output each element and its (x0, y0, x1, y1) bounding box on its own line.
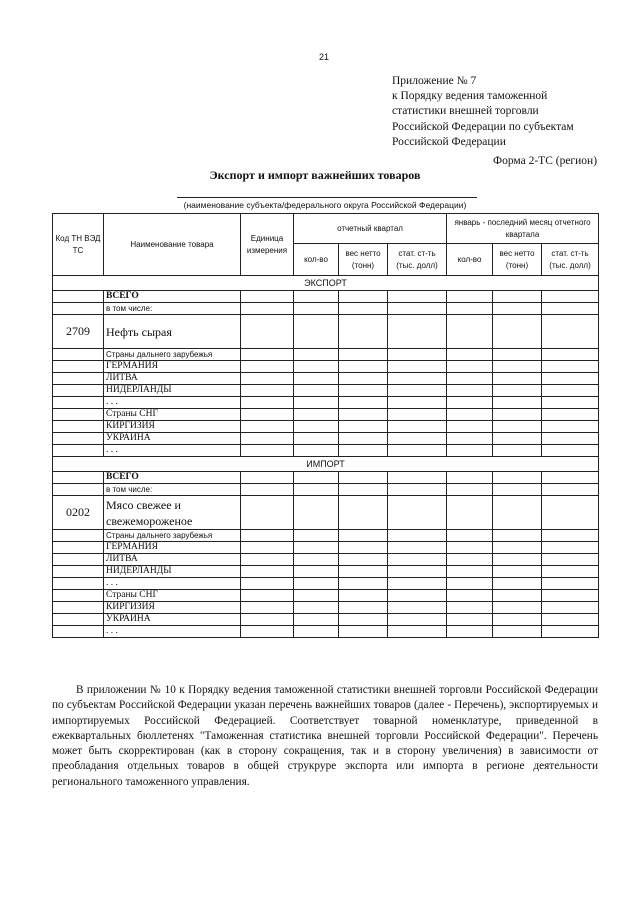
cell-empty[interactable] (388, 409, 447, 421)
cell-empty[interactable] (241, 626, 294, 638)
table-body (53, 276, 599, 638)
cell-empty[interactable] (542, 614, 599, 626)
cell-empty[interactable] (447, 542, 493, 554)
cell-code (53, 566, 104, 578)
table-row (53, 315, 599, 349)
cell-empty[interactable] (241, 409, 294, 421)
cell-empty[interactable] (388, 361, 447, 373)
cell-code (53, 373, 104, 385)
cell-name: Страны СНГ (104, 590, 241, 602)
cell-empty[interactable] (241, 291, 294, 303)
cell-name: ЛИТВА (104, 373, 241, 385)
cell-code (53, 614, 104, 626)
cell-empty[interactable] (241, 445, 294, 457)
cell-empty[interactable] (388, 566, 447, 578)
cell-empty[interactable] (447, 566, 493, 578)
cell-name: . . . (104, 578, 241, 590)
cell-empty[interactable] (493, 349, 542, 361)
cell-empty[interactable] (388, 385, 447, 397)
cell-empty[interactable] (294, 433, 339, 445)
table-row (53, 303, 599, 315)
cell-empty[interactable] (542, 578, 599, 590)
cell-empty[interactable] (447, 445, 493, 457)
cell-empty[interactable] (388, 303, 447, 315)
cell-code (53, 421, 104, 433)
cell-empty[interactable] (493, 421, 542, 433)
cell-code (53, 590, 104, 602)
cell-empty[interactable] (542, 421, 599, 433)
cell-empty[interactable] (493, 385, 542, 397)
cell-empty[interactable] (493, 626, 542, 638)
cell-empty[interactable] (241, 578, 294, 590)
cell-empty[interactable] (493, 590, 542, 602)
cell-empty[interactable] (542, 315, 599, 349)
cell-empty[interactable] (493, 397, 542, 409)
table-row (53, 361, 599, 373)
cell-empty[interactable] (542, 530, 599, 542)
cell-empty[interactable] (294, 554, 339, 566)
cell-empty[interactable] (542, 397, 599, 409)
table-row (53, 542, 599, 554)
cell-empty[interactable] (447, 590, 493, 602)
cell-code: 2709 (53, 315, 104, 349)
cell-name: Мясо свежее и свежемороженое (104, 496, 241, 530)
cell-empty[interactable] (447, 349, 493, 361)
annex-line: Российской Федерации (392, 135, 506, 148)
table-row (53, 602, 599, 614)
cell-name: ЛИТВА (104, 554, 241, 566)
cell-empty[interactable] (542, 303, 599, 315)
cell-empty[interactable] (493, 496, 542, 530)
cell-empty[interactable] (339, 578, 388, 590)
cell-name: ВСЕГО (104, 472, 241, 484)
cell-name: Страны дальнего зарубежья (104, 530, 241, 542)
cell-empty[interactable] (542, 626, 599, 638)
cell-empty[interactable] (241, 530, 294, 542)
header-unit: Единица измерения (241, 214, 294, 276)
cell-empty[interactable] (447, 291, 493, 303)
cell-empty[interactable] (447, 578, 493, 590)
table-row (53, 590, 599, 602)
cell-empty[interactable] (447, 315, 493, 349)
cell-empty[interactable] (447, 472, 493, 484)
cell-empty[interactable] (493, 530, 542, 542)
cell-empty[interactable] (447, 397, 493, 409)
cell-empty[interactable] (542, 472, 599, 484)
cell-empty[interactable] (339, 315, 388, 349)
cell-empty[interactable] (241, 590, 294, 602)
cell-empty[interactable] (241, 614, 294, 626)
cell-name: Страны СНГ (104, 409, 241, 421)
table-row (53, 496, 599, 530)
cell-code (53, 554, 104, 566)
cell-empty[interactable] (542, 566, 599, 578)
cell-empty[interactable] (294, 361, 339, 373)
cell-name: УКРАИНА (104, 433, 241, 445)
header-qty: кол-во (447, 244, 493, 276)
cell-name: в том числе: (104, 484, 241, 496)
cell-empty[interactable] (388, 578, 447, 590)
cell-empty[interactable] (294, 349, 339, 361)
cell-code (53, 578, 104, 590)
cell-empty[interactable] (388, 484, 447, 496)
header-weight: вес нетто (тонн) (493, 244, 542, 276)
cell-empty[interactable] (339, 385, 388, 397)
explanatory-paragraph (52, 683, 598, 790)
cell-empty[interactable] (542, 484, 599, 496)
cell-empty[interactable] (542, 554, 599, 566)
cell-empty[interactable] (339, 409, 388, 421)
cell-empty[interactable] (493, 566, 542, 578)
header-value: стат. ст-ть (тыс. долл) (542, 244, 599, 276)
table-row (53, 373, 599, 385)
cell-empty[interactable] (388, 554, 447, 566)
cell-empty[interactable] (241, 554, 294, 566)
cell-empty[interactable] (241, 496, 294, 530)
cell-name: НИДЕРЛАНДЫ (104, 566, 241, 578)
cell-name: Нефть сырая (104, 315, 241, 349)
cell-empty[interactable] (339, 626, 388, 638)
cell-empty[interactable] (388, 590, 447, 602)
cell-empty[interactable] (447, 361, 493, 373)
cell-empty[interactable] (241, 397, 294, 409)
cell-empty[interactable] (241, 349, 294, 361)
cell-empty[interactable] (493, 433, 542, 445)
cell-empty[interactable] (388, 349, 447, 361)
cell-empty[interactable] (294, 445, 339, 457)
cell-empty[interactable] (542, 373, 599, 385)
cell-empty[interactable] (339, 566, 388, 578)
annex-line: Приложение № 7 (392, 75, 477, 87)
cell-empty[interactable] (339, 590, 388, 602)
cell-empty[interactable] (542, 602, 599, 614)
cell-empty[interactable] (388, 626, 447, 638)
table-row (53, 472, 599, 484)
table-row (53, 578, 599, 590)
goods-table (52, 213, 599, 638)
cell-empty[interactable] (294, 315, 339, 349)
cell-empty[interactable] (241, 303, 294, 315)
cell-empty[interactable] (339, 291, 388, 303)
cell-empty[interactable] (542, 433, 599, 445)
table-row (53, 554, 599, 566)
region-caption: (наименование субъекта/федерального округа Российской Федерации) (183, 200, 467, 210)
cell-name: Страны дальнего зарубежья (104, 349, 241, 361)
cell-empty[interactable] (447, 602, 493, 614)
cell-code (53, 385, 104, 397)
cell-empty[interactable] (294, 397, 339, 409)
cell-empty[interactable] (294, 530, 339, 542)
cell-empty[interactable] (294, 590, 339, 602)
header-period-ytd: январь - последний месяц отчетного квартала (447, 214, 599, 244)
cell-empty[interactable] (388, 614, 447, 626)
cell-empty[interactable] (388, 445, 447, 457)
table-row (53, 626, 599, 638)
cell-code (53, 602, 104, 614)
table-row (53, 421, 599, 433)
cell-empty[interactable] (294, 472, 339, 484)
cell-empty[interactable] (339, 349, 388, 361)
table-row (53, 530, 599, 542)
cell-code (53, 361, 104, 373)
table-row (53, 614, 599, 626)
cell-empty[interactable] (294, 578, 339, 590)
cell-empty[interactable] (294, 602, 339, 614)
section-row (53, 457, 599, 472)
cell-empty[interactable] (388, 542, 447, 554)
cell-empty[interactable] (339, 472, 388, 484)
cell-empty[interactable] (339, 373, 388, 385)
form-id: Форма 2-ТС (регион) (493, 155, 598, 167)
cell-empty[interactable] (339, 421, 388, 433)
cell-empty[interactable] (339, 614, 388, 626)
header-weight: вес нетто (тонн) (339, 244, 388, 276)
cell-empty[interactable] (493, 315, 542, 349)
cell-empty[interactable] (447, 303, 493, 315)
cell-empty[interactable] (294, 303, 339, 315)
cell-name: в том числе: (104, 303, 241, 315)
cell-empty[interactable] (241, 433, 294, 445)
cell-empty[interactable] (542, 409, 599, 421)
cell-name: ВСЕГО (104, 291, 241, 303)
cell-empty[interactable] (241, 361, 294, 373)
cell-empty[interactable] (339, 542, 388, 554)
cell-empty[interactable] (241, 484, 294, 496)
cell-empty[interactable] (339, 303, 388, 315)
cell-code (53, 303, 104, 315)
cell-empty[interactable] (339, 602, 388, 614)
cell-empty[interactable] (339, 361, 388, 373)
cell-empty[interactable] (447, 373, 493, 385)
cell-empty[interactable] (493, 554, 542, 566)
cell-empty[interactable] (447, 484, 493, 496)
table-row (53, 433, 599, 445)
cell-empty[interactable] (241, 542, 294, 554)
cell-empty[interactable] (447, 626, 493, 638)
cell-empty[interactable] (493, 303, 542, 315)
cell-name: . . . (104, 626, 241, 638)
cell-code (53, 349, 104, 361)
cell-name: ГЕРМАНИЯ (104, 542, 241, 554)
cell-code (53, 530, 104, 542)
cell-empty[interactable] (493, 373, 542, 385)
cell-empty[interactable] (388, 421, 447, 433)
annex-line: статистики внешней торговли (392, 105, 539, 118)
cell-name: КИРГИЗИЯ (104, 602, 241, 614)
cell-empty[interactable] (493, 614, 542, 626)
cell-empty[interactable] (294, 614, 339, 626)
cell-empty[interactable] (493, 361, 542, 373)
cell-code: 0202 (53, 496, 104, 530)
cell-empty[interactable] (447, 496, 493, 530)
cell-empty[interactable] (542, 445, 599, 457)
cell-empty[interactable] (388, 291, 447, 303)
cell-empty[interactable] (447, 433, 493, 445)
cell-empty[interactable] (388, 530, 447, 542)
cell-empty[interactable] (294, 496, 339, 530)
cell-code (53, 542, 104, 554)
cell-empty[interactable] (542, 291, 599, 303)
cell-empty[interactable] (294, 484, 339, 496)
cell-empty[interactable] (388, 397, 447, 409)
cell-empty[interactable] (388, 472, 447, 484)
cell-code (53, 472, 104, 484)
cell-empty[interactable] (294, 409, 339, 421)
paragraph-text: В приложении № 10 к Порядку ведения таможенной статистики внешней торговли Российской Федерации по субъектам Российской Федерации указан перечень важнейших товаров (далее - Перечень), экспортируемых и импортируемых Российской Федерацией. Соответствует товарной номенклатуре, приведенной в ежеквартальных бюллетенях "Таможенная статистика внешней торговли Российской Федерации". Перечень может быть скорректирован (как в сторону сокращения, так и в сторону увеличения) в зависимости от преобладания отдельных товаров в общей струкруре экспорта или импорта в регионе деятельности регионального таможенного управления. (52, 684, 598, 788)
table-row (53, 409, 599, 421)
cell-empty[interactable] (542, 361, 599, 373)
annex-reference (392, 74, 574, 150)
cell-empty[interactable] (493, 484, 542, 496)
cell-code (53, 433, 104, 445)
cell-empty[interactable] (294, 542, 339, 554)
table-row (53, 397, 599, 409)
cell-empty[interactable] (339, 496, 388, 530)
cell-empty[interactable] (447, 385, 493, 397)
cell-empty[interactable] (294, 566, 339, 578)
cell-empty[interactable] (388, 496, 447, 530)
cell-code (53, 291, 104, 303)
cell-name: УКРАИНА (104, 614, 241, 626)
table-row (53, 484, 599, 496)
cell-empty[interactable] (388, 315, 447, 349)
region-fill-line (177, 197, 477, 198)
cell-empty[interactable] (493, 542, 542, 554)
cell-empty[interactable] (339, 554, 388, 566)
cell-name: . . . (104, 397, 241, 409)
cell-code (53, 484, 104, 496)
cell-empty[interactable] (241, 373, 294, 385)
cell-empty[interactable] (241, 315, 294, 349)
cell-empty[interactable] (493, 578, 542, 590)
cell-empty[interactable] (294, 385, 339, 397)
cell-empty[interactable] (447, 530, 493, 542)
cell-name: КИРГИЗИЯ (104, 421, 241, 433)
section-label: ЭКСПОРТ (53, 276, 599, 291)
header-period-quarter: отчетный квартал (294, 214, 447, 244)
cell-empty[interactable] (241, 602, 294, 614)
cell-empty[interactable] (339, 530, 388, 542)
table-row (53, 445, 599, 457)
annex-line: к Порядку ведения таможенной (392, 90, 548, 103)
table-row (53, 385, 599, 397)
cell-empty[interactable] (294, 421, 339, 433)
cell-empty[interactable] (339, 433, 388, 445)
section-row (53, 276, 599, 291)
document-title: Экспорт и импорт важнейших товаров (209, 168, 421, 182)
cell-empty[interactable] (339, 397, 388, 409)
cell-code (53, 626, 104, 638)
cell-name: ГЕРМАНИЯ (104, 361, 241, 373)
cell-empty[interactable] (241, 385, 294, 397)
cell-empty[interactable] (241, 566, 294, 578)
cell-empty[interactable] (447, 614, 493, 626)
cell-name: НИДЕРЛАНДЫ (104, 385, 241, 397)
header-name: Наименование товара (104, 214, 241, 276)
cell-empty[interactable] (388, 433, 447, 445)
cell-empty[interactable] (493, 409, 542, 421)
cell-code (53, 409, 104, 421)
header-qty: кол-во (294, 244, 339, 276)
cell-empty[interactable] (388, 373, 447, 385)
cell-empty[interactable] (294, 291, 339, 303)
cell-empty[interactable] (339, 445, 388, 457)
header-value: стат. ст-ть (тыс. долл) (388, 244, 447, 276)
table-row (53, 566, 599, 578)
page-number: 21 (319, 52, 330, 62)
table-row (53, 291, 599, 303)
cell-empty[interactable] (542, 385, 599, 397)
cell-code (53, 445, 104, 457)
cell-empty[interactable] (388, 602, 447, 614)
cell-empty[interactable] (339, 484, 388, 496)
cell-empty[interactable] (447, 421, 493, 433)
cell-empty[interactable] (493, 472, 542, 484)
table-row (53, 349, 599, 361)
cell-empty[interactable] (542, 496, 599, 530)
cell-empty[interactable] (493, 291, 542, 303)
cell-empty[interactable] (493, 602, 542, 614)
cell-code (53, 397, 104, 409)
cell-empty[interactable] (542, 590, 599, 602)
cell-empty[interactable] (542, 349, 599, 361)
cell-empty[interactable] (241, 472, 294, 484)
cell-empty[interactable] (294, 373, 339, 385)
cell-empty[interactable] (241, 421, 294, 433)
annex-line: Российской Федерации по субъектам (392, 120, 574, 133)
cell-empty[interactable] (542, 542, 599, 554)
cell-empty[interactable] (493, 445, 542, 457)
cell-name: . . . (104, 445, 241, 457)
cell-empty[interactable] (294, 626, 339, 638)
cell-empty[interactable] (447, 554, 493, 566)
header-code: Код ТН ВЭД ТС (53, 214, 104, 276)
section-label: ИМПОРТ (53, 457, 599, 472)
cell-empty[interactable] (447, 409, 493, 421)
